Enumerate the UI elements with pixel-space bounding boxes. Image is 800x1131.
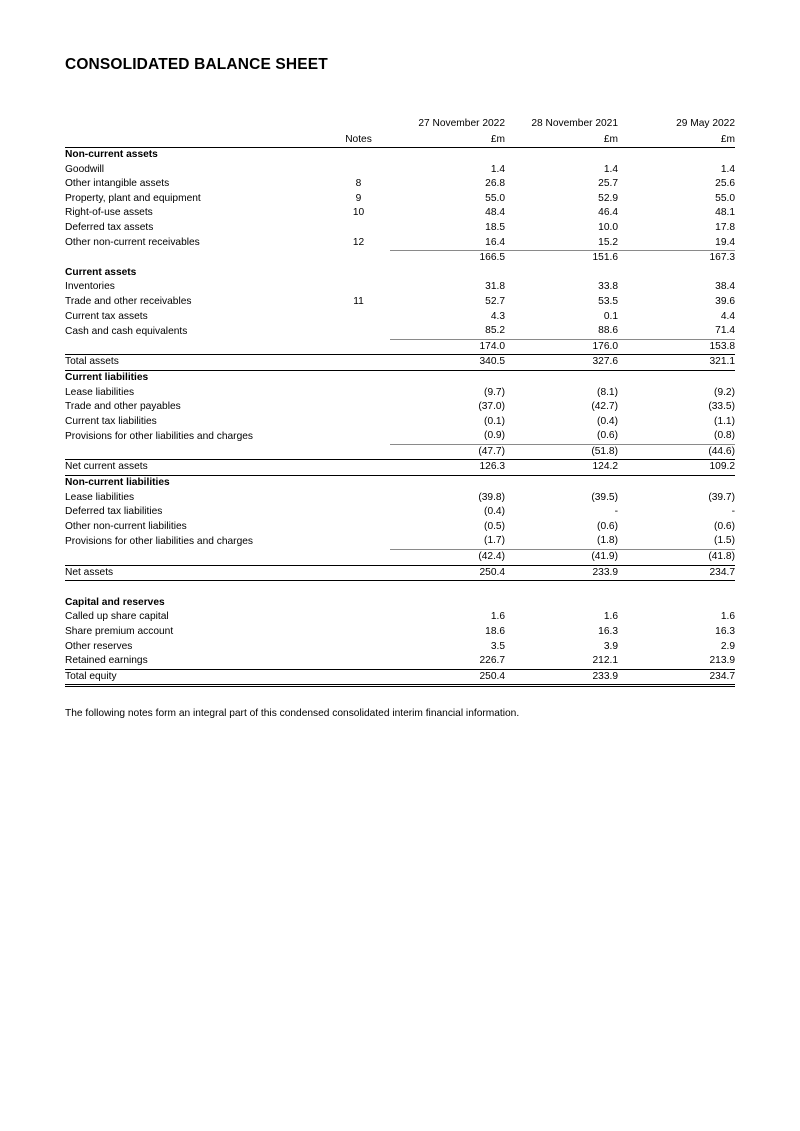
row-value-2: (0.6) bbox=[597, 520, 618, 532]
section-heading-v2 bbox=[505, 596, 618, 611]
balance-sheet-table bbox=[65, 116, 735, 687]
column-header-unit-3: £m bbox=[618, 132, 735, 148]
row-value-2: 1.4 bbox=[603, 163, 618, 175]
subtotal-value-3: 167.3 bbox=[618, 251, 735, 266]
table-row bbox=[65, 177, 735, 192]
subtotal-note bbox=[327, 251, 390, 266]
row-label: Provisions for other liabilities and charges bbox=[65, 535, 253, 547]
row-label: Other intangible assets bbox=[65, 178, 170, 190]
row-value-3: 19.4 bbox=[715, 236, 735, 248]
row-value-2: 3.9 bbox=[603, 640, 618, 652]
row-value-1: 48.4 bbox=[485, 207, 505, 219]
table-row bbox=[65, 280, 735, 295]
balance-sheet-body bbox=[65, 116, 735, 686]
total-value-2: 233.9 bbox=[505, 565, 618, 581]
row-label: Called up share capital bbox=[65, 611, 169, 623]
table-row bbox=[65, 221, 735, 236]
section-heading-notes bbox=[327, 596, 390, 611]
table-row bbox=[65, 415, 735, 430]
table-row bbox=[65, 640, 735, 655]
row-value-1: (39.8) bbox=[478, 491, 505, 503]
table-row bbox=[65, 505, 735, 520]
total-value-1: 250.4 bbox=[390, 565, 505, 581]
row-value-3: (39.7) bbox=[708, 491, 735, 503]
total-value-2: 124.2 bbox=[505, 460, 618, 476]
table-row bbox=[65, 534, 735, 549]
table-row bbox=[65, 295, 735, 310]
table-row bbox=[65, 491, 735, 506]
row-value-2: 1.6 bbox=[603, 611, 618, 623]
row-value-1: (9.7) bbox=[484, 386, 505, 398]
total-row bbox=[65, 460, 735, 476]
row-value-2: 10.0 bbox=[598, 221, 618, 233]
row-note: 8 bbox=[355, 178, 362, 190]
row-note: 9 bbox=[355, 192, 362, 204]
total-row bbox=[65, 669, 735, 686]
section-gap bbox=[65, 581, 735, 596]
row-label: Right-of-use assets bbox=[65, 207, 153, 219]
section-heading-v2 bbox=[505, 266, 618, 281]
total-value-2: 233.9 bbox=[505, 669, 618, 686]
row-note bbox=[327, 400, 390, 415]
row-value-3: (1.1) bbox=[714, 415, 735, 427]
row-note: 11 bbox=[353, 295, 364, 307]
subtotal-note bbox=[327, 339, 390, 355]
row-value-1: 26.8 bbox=[485, 178, 505, 190]
table-row bbox=[65, 206, 735, 221]
header-spacer bbox=[65, 116, 327, 132]
total-label: Net current assets bbox=[65, 460, 327, 476]
section-heading: Non-current assets bbox=[65, 149, 158, 160]
row-note bbox=[327, 654, 390, 669]
row-value-1: 31.8 bbox=[485, 281, 505, 293]
row-value-1: 16.4 bbox=[485, 236, 505, 248]
row-value-3: 38.4 bbox=[715, 281, 735, 293]
section-heading-notes bbox=[327, 148, 390, 163]
row-note bbox=[327, 280, 390, 295]
subtotal-value-3: 153.8 bbox=[618, 339, 735, 355]
row-value-1: 226.7 bbox=[479, 655, 505, 667]
row-note bbox=[327, 520, 390, 535]
row-note bbox=[327, 310, 390, 325]
section-heading-v3 bbox=[618, 266, 735, 281]
row-value-1: (1.7) bbox=[484, 535, 505, 547]
row-label: Retained earnings bbox=[65, 655, 148, 667]
section-heading-row bbox=[65, 370, 735, 385]
table-row bbox=[65, 386, 735, 401]
row-note bbox=[327, 534, 390, 549]
section-heading-v3 bbox=[618, 596, 735, 611]
total-note bbox=[327, 355, 390, 371]
row-label: Goodwill bbox=[65, 163, 105, 175]
spacer bbox=[65, 581, 735, 596]
row-value-2: 0.1 bbox=[603, 310, 618, 322]
total-value-2: 327.6 bbox=[505, 355, 618, 371]
row-value-3: - bbox=[731, 506, 735, 518]
row-value-3: 4.4 bbox=[720, 310, 735, 322]
section-heading-row bbox=[65, 266, 735, 281]
subtotal-label bbox=[65, 550, 327, 566]
row-value-1: 85.2 bbox=[485, 325, 505, 337]
subtotal-value-2: (51.8) bbox=[505, 444, 618, 460]
row-value-3: (1.5) bbox=[714, 535, 735, 547]
section-heading-v3 bbox=[618, 476, 735, 491]
row-value-1: 55.0 bbox=[485, 192, 505, 204]
row-note bbox=[327, 610, 390, 625]
row-value-3: 39.6 bbox=[715, 295, 735, 307]
row-value-2: 25.7 bbox=[598, 178, 618, 190]
column-header-unit-1: £m bbox=[390, 132, 505, 148]
total-value-3: 234.7 bbox=[618, 565, 735, 581]
section-heading-notes bbox=[327, 266, 390, 281]
row-label: Other reserves bbox=[65, 640, 133, 652]
total-value-1: 126.3 bbox=[390, 460, 505, 476]
row-note bbox=[327, 491, 390, 506]
section-heading-v1 bbox=[390, 266, 505, 281]
row-value-3: 55.0 bbox=[715, 192, 735, 204]
row-label: Lease liabilities bbox=[65, 386, 135, 398]
section-heading-v1 bbox=[390, 370, 505, 385]
column-header-date-3: 29 May 2022 bbox=[676, 118, 735, 129]
total-note bbox=[327, 669, 390, 686]
table-row bbox=[65, 324, 735, 339]
section-heading: Current liabilities bbox=[65, 371, 149, 383]
row-label: Share premium account bbox=[65, 626, 174, 637]
subtotal-value-3: (44.6) bbox=[618, 444, 735, 460]
subtotal-value-2: (41.9) bbox=[505, 550, 618, 566]
subtotal-label bbox=[65, 444, 327, 460]
row-value-2: (39.5) bbox=[591, 491, 618, 503]
subtotal-row bbox=[65, 251, 735, 266]
section-heading-v3 bbox=[618, 370, 735, 385]
row-label: Trade and other receivables bbox=[65, 295, 192, 307]
table-header-dates bbox=[65, 116, 735, 132]
section-heading: Capital and reserves bbox=[65, 596, 165, 608]
header-spacer-notes bbox=[327, 116, 390, 132]
row-label: Provisions for other liabilities and charges bbox=[65, 430, 253, 442]
row-value-2: (1.8) bbox=[597, 535, 618, 547]
section-heading-row bbox=[65, 476, 735, 491]
table-row bbox=[65, 610, 735, 625]
row-value-3: 1.6 bbox=[720, 611, 735, 623]
row-value-2: 33.8 bbox=[598, 281, 618, 293]
row-value-3: (0.6) bbox=[714, 520, 735, 532]
row-value-3: 2.9 bbox=[720, 640, 735, 652]
subtotal-label bbox=[65, 251, 327, 266]
row-value-2: 16.3 bbox=[598, 626, 618, 637]
subtotal-value-1: (42.4) bbox=[390, 550, 505, 566]
table-row bbox=[65, 310, 735, 325]
row-label: Lease liabilities bbox=[65, 491, 135, 503]
row-value-1: (0.9) bbox=[484, 430, 505, 442]
row-label: Inventories bbox=[65, 281, 115, 293]
row-label: Property, plant and equipment bbox=[65, 192, 201, 204]
total-row bbox=[65, 565, 735, 581]
total-value-3: 109.2 bbox=[618, 460, 735, 476]
row-value-2: (0.4) bbox=[597, 415, 618, 427]
section-heading-v2 bbox=[505, 476, 618, 491]
row-value-2: - bbox=[614, 506, 618, 518]
row-note bbox=[327, 221, 390, 236]
row-note bbox=[327, 163, 390, 178]
table-row bbox=[65, 625, 735, 640]
table-row bbox=[65, 429, 735, 444]
row-label: Deferred tax liabilities bbox=[65, 506, 163, 518]
row-value-2: (8.1) bbox=[597, 386, 618, 398]
subtotal-note bbox=[327, 444, 390, 460]
total-note bbox=[327, 460, 390, 476]
row-note bbox=[327, 386, 390, 401]
row-note bbox=[327, 625, 390, 640]
row-value-3: (0.8) bbox=[714, 430, 735, 442]
footnote-text: The following notes form an integral part of this condensed consolidated interim financial information. bbox=[65, 708, 520, 719]
row-value-2: 88.6 bbox=[598, 325, 618, 337]
total-value-3: 321.1 bbox=[618, 355, 735, 371]
total-note bbox=[327, 565, 390, 581]
row-value-2: 53.5 bbox=[598, 295, 618, 307]
row-note: 10 bbox=[352, 207, 365, 219]
row-value-1: 1.6 bbox=[490, 611, 505, 623]
row-value-1: (0.5) bbox=[484, 520, 505, 532]
row-value-3: (33.5) bbox=[708, 401, 735, 413]
subtotal-value-1: (47.7) bbox=[390, 444, 505, 460]
column-header-date-2: 28 November 2021 bbox=[531, 118, 618, 129]
row-value-2: (42.7) bbox=[591, 401, 618, 413]
row-value-2: 46.4 bbox=[598, 207, 618, 219]
section-heading-row bbox=[65, 148, 735, 163]
total-value-3: 234.7 bbox=[618, 669, 735, 686]
table-row bbox=[65, 400, 735, 415]
subtotal-value-1: 174.0 bbox=[390, 339, 505, 355]
table-row bbox=[65, 236, 735, 251]
page-title: CONSOLIDATED BALANCE SHEET bbox=[65, 56, 328, 73]
row-label: Trade and other payables bbox=[65, 401, 181, 413]
row-value-1: 18.5 bbox=[485, 221, 505, 233]
section-heading-v2 bbox=[505, 148, 618, 163]
row-value-1: 52.7 bbox=[485, 295, 505, 307]
subtotal-row bbox=[65, 444, 735, 460]
row-note: 12 bbox=[352, 237, 365, 249]
row-note bbox=[327, 429, 390, 444]
row-label: Cash and cash equivalents bbox=[65, 325, 188, 337]
row-value-2: (0.6) bbox=[597, 430, 618, 442]
column-header-notes: Notes bbox=[327, 132, 390, 148]
total-label: Total assets bbox=[65, 355, 327, 371]
table-row bbox=[65, 192, 735, 207]
subtotal-value-2: 176.0 bbox=[505, 339, 618, 355]
row-value-3: 71.4 bbox=[715, 325, 735, 337]
table-header-units bbox=[65, 132, 735, 148]
table-row bbox=[65, 654, 735, 669]
row-value-1: (0.1) bbox=[484, 415, 505, 427]
row-value-3: 25.6 bbox=[715, 178, 735, 190]
row-label: Other non-current receivables bbox=[65, 237, 200, 249]
row-value-3: 16.3 bbox=[715, 626, 735, 637]
section-heading-notes bbox=[327, 370, 390, 385]
row-value-3: 48.1 bbox=[715, 207, 735, 219]
row-label: Current tax assets bbox=[65, 310, 148, 322]
row-note bbox=[327, 640, 390, 655]
row-value-1: 4.3 bbox=[490, 310, 505, 322]
subtotal-label bbox=[65, 339, 327, 355]
row-value-1: (37.0) bbox=[478, 401, 505, 413]
row-value-1: 3.5 bbox=[490, 640, 505, 652]
row-note bbox=[327, 415, 390, 430]
subtotal-value-1: 166.5 bbox=[390, 251, 505, 266]
section-heading-v1 bbox=[390, 596, 505, 611]
table-row bbox=[65, 520, 735, 535]
subtotal-row bbox=[65, 550, 735, 566]
table-row bbox=[65, 163, 735, 178]
section-heading-row bbox=[65, 596, 735, 611]
section-heading: Current assets bbox=[65, 266, 137, 278]
subtotal-value-3: (41.8) bbox=[618, 550, 735, 566]
section-heading: Non-current liabilities bbox=[65, 477, 170, 489]
row-label: Deferred tax assets bbox=[65, 221, 154, 233]
section-heading-v1 bbox=[390, 148, 505, 163]
subtotal-row bbox=[65, 339, 735, 355]
total-value-1: 340.5 bbox=[390, 355, 505, 371]
column-header-unit-2: £m bbox=[505, 132, 618, 148]
row-value-1: 18.6 bbox=[485, 626, 505, 637]
total-label: Total equity bbox=[65, 669, 327, 686]
section-heading-v2 bbox=[505, 370, 618, 385]
section-heading-v1 bbox=[390, 476, 505, 491]
row-value-1: (0.4) bbox=[484, 506, 505, 518]
total-label: Net assets bbox=[65, 565, 327, 581]
row-value-3: 1.4 bbox=[720, 163, 735, 175]
row-value-2: 52.9 bbox=[598, 192, 618, 204]
total-row bbox=[65, 355, 735, 371]
row-value-2: 212.1 bbox=[592, 655, 618, 667]
subtotal-value-2: 151.6 bbox=[505, 251, 618, 266]
row-value-3: 17.8 bbox=[715, 221, 735, 233]
row-label: Current tax liabilities bbox=[65, 415, 157, 427]
row-label: Other non-current liabilities bbox=[65, 520, 187, 532]
column-header-date-1: 27 November 2022 bbox=[418, 118, 505, 129]
row-value-3: 213.9 bbox=[709, 655, 735, 667]
row-value-1: 1.4 bbox=[490, 163, 505, 175]
subtotal-note bbox=[327, 550, 390, 566]
section-heading-notes bbox=[327, 476, 390, 491]
total-value-1: 250.4 bbox=[390, 669, 505, 686]
header-spacer-2 bbox=[65, 132, 327, 148]
row-note bbox=[327, 324, 390, 339]
row-value-2: 15.2 bbox=[598, 236, 618, 248]
section-heading-v3 bbox=[618, 148, 735, 163]
row-value-3: (9.2) bbox=[714, 386, 735, 398]
row-note bbox=[327, 505, 390, 520]
